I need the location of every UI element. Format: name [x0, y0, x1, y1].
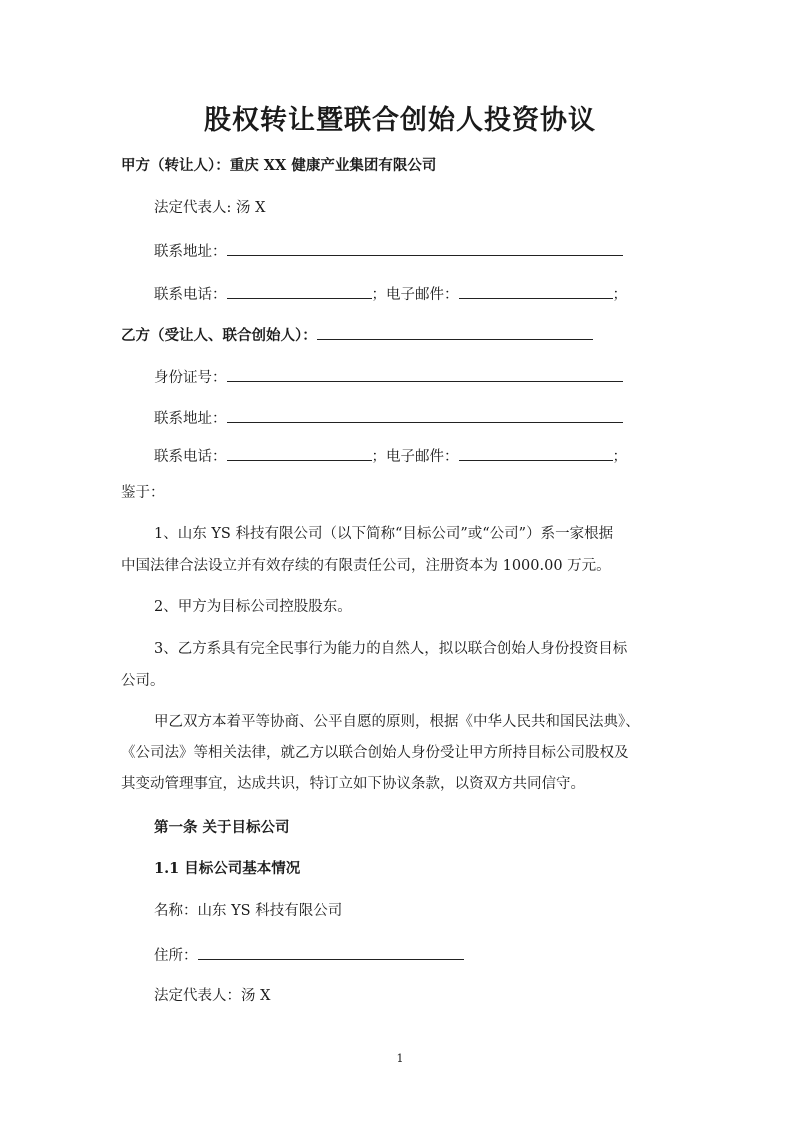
whereas-item-3-line-2: 公司。 [121, 673, 165, 689]
party-b-id-blank [227, 366, 623, 382]
party-b-email-blank [459, 445, 613, 461]
party-b-id-label: 身份证号： [154, 370, 227, 386]
whereas-item-1-line-1: 1、山东 YS 科技有限公司（以下简称“目标公司”或“公司”）系一家根据 [154, 526, 614, 542]
domicile-label: 住所： [154, 948, 198, 964]
whereas-heading: 鉴于： [121, 485, 165, 501]
party-b-address-line [154, 407, 623, 429]
whereas-item-3-line-1: 3、乙方系具有完全民事行为能力的自然人，拟以联合创始人身份投资目标 [154, 641, 628, 657]
party-b-id-line [154, 366, 623, 388]
target-company-domicile-line [154, 944, 464, 966]
preamble-line-2: 《公司法》等相关法律，就乙方以联合创始人身份受让甲方所持目标公司股权及 [121, 745, 629, 761]
party-a-legal-rep: 法定代表人: 汤 X [154, 200, 266, 216]
party-a-email-label: ；电子邮件： [371, 287, 459, 303]
document-title: 股权转让暨联合创始人投资协议 [204, 105, 596, 136]
party-b-line-end: ； [612, 449, 627, 465]
article-1-1-heading: 1.1 目标公司基本情况 [154, 860, 301, 877]
preamble-line-1: 甲乙双方本着平等协商、公平自愿的原则，根据《中华人民共和国民法典》、 [154, 714, 640, 730]
party-b-name-blank [317, 324, 593, 340]
party-a-phone-blank [227, 283, 372, 299]
party-a-phone-label: 联系电话： [154, 287, 227, 303]
party-b-email-label: ；电子邮件： [371, 449, 459, 465]
whereas-item-1-line-2: 中国法律合法设立并有效存续的有限责任公司，注册资本为 1000.00 万元。 [121, 558, 611, 574]
whereas-item-2: 2、甲方为目标公司控股股东。 [154, 599, 352, 615]
preamble-line-3: 其变动管理事宜，达成共识，特订立如下协议条款，以资双方共同信守。 [121, 776, 585, 792]
party-a-email-blank [459, 283, 613, 299]
target-company-name: 名称：山东 YS 科技有限公司 [154, 903, 343, 919]
party-b-contact-line [154, 445, 627, 467]
party-a-address-blank [227, 240, 623, 256]
party-b-heading: 乙方（受让人、联合创始人）： [121, 327, 317, 344]
party-a-heading: 甲方（转让人）：重庆 XX 健康产业集团有限公司 [121, 157, 437, 174]
party-a-contact-line [154, 283, 627, 305]
target-company-legal-rep: 法定代表人：汤 X [154, 988, 271, 1004]
party-b-heading-line [121, 324, 593, 346]
party-b-address-label: 联系地址： [154, 411, 227, 427]
domicile-blank [198, 944, 464, 960]
party-b-address-blank [227, 407, 623, 423]
party-a-line-end: ； [612, 287, 627, 303]
party-b-phone-label: 联系电话： [154, 449, 227, 465]
page-number: 1 [396, 1052, 404, 1065]
party-a-address-label: 联系地址： [154, 244, 227, 260]
article-1-heading: 第一条 关于目标公司 [154, 819, 290, 836]
party-a-address-line [154, 240, 623, 262]
party-b-phone-blank [227, 445, 372, 461]
